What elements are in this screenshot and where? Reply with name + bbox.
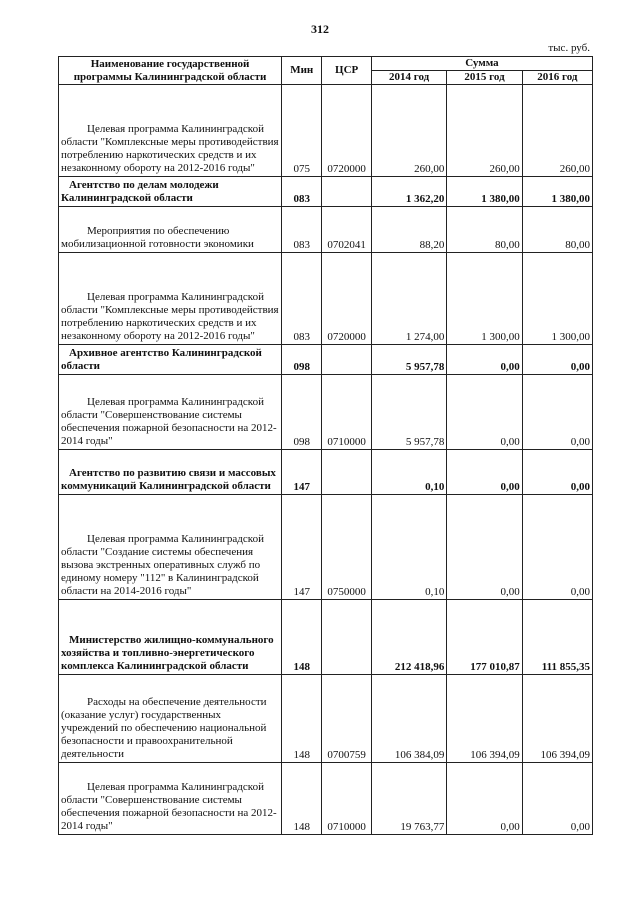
row-2014: 106 384,09 [371, 675, 446, 763]
table-row [59, 763, 593, 835]
row-name: Целевая программа Калининградской области "Совершенствование системы обеспечения пожарной безопасности на 2012-2014 годы" [59, 375, 282, 450]
row-2016: 106 394,09 [522, 675, 592, 763]
units-label: тыс. руб. [548, 42, 590, 54]
row-name: Целевая программа Калининградской области "Комплексные меры противодействия потреблению наркотических средств и их незаконному обороту на 2012-2016 годы" [59, 85, 282, 177]
row-min: 148 [282, 763, 322, 835]
row-min: 147 [282, 450, 322, 495]
row-min: 147 [282, 495, 322, 600]
row-csr [322, 345, 372, 375]
row-csr: 0710000 [322, 763, 372, 835]
row-2015: 0,00 [447, 450, 522, 495]
row-min: 075 [282, 85, 322, 177]
row-csr: 0720000 [322, 253, 372, 345]
row-2015: 1 300,00 [447, 253, 522, 345]
row-name: Целевая программа Калининградской области "Создание системы обеспечения вызова экстренных оперативных служб по единому номеру "112" в Калининградской области на 2014-2016 годы" [59, 495, 282, 600]
budget-table [58, 56, 593, 835]
row-2015: 260,00 [447, 85, 522, 177]
page-number: 312 [311, 22, 329, 36]
row-2014: 1 362,20 [371, 177, 446, 207]
row-name: Мероприятия по обеспечению мобилизационной готовности экономики [59, 207, 282, 253]
row-min: 083 [282, 207, 322, 253]
row-min: 148 [282, 675, 322, 763]
table-row [59, 253, 593, 345]
row-2016: 0,00 [522, 495, 592, 600]
row-name: Расходы на обеспечение деятельности (оказание услуг) государственных учреждений по обеспечению национальной безопасности и правоохранительной деятельности [59, 675, 282, 763]
table-row [59, 375, 593, 450]
row-2014: 19 763,77 [371, 763, 446, 835]
row-2016: 1 380,00 [522, 177, 592, 207]
row-2014: 0,10 [371, 450, 446, 495]
row-2014: 88,20 [371, 207, 446, 253]
table-row [59, 207, 593, 253]
row-min: 098 [282, 345, 322, 375]
row-2015: 1 380,00 [447, 177, 522, 207]
row-2016: 80,00 [522, 207, 592, 253]
row-2015: 0,00 [447, 495, 522, 600]
row-name: Архивное агентство Калининградской области [59, 345, 282, 375]
header-sum: Сумма [371, 57, 592, 71]
header-csr: ЦСР [322, 57, 372, 85]
table-row [59, 345, 593, 375]
row-2014: 0,10 [371, 495, 446, 600]
table-row [59, 177, 593, 207]
row-csr [322, 600, 372, 675]
row-csr: 0720000 [322, 85, 372, 177]
row-csr: 0750000 [322, 495, 372, 600]
row-name: Министерство жилищно-коммунального хозяйства и топливно-энергетического комплекса Калининградской области [59, 600, 282, 675]
row-csr [322, 177, 372, 207]
row-2016: 1 300,00 [522, 253, 592, 345]
row-2016: 0,00 [522, 345, 592, 375]
row-name: Агентство по развитию связи и массовых коммуникаций Калининградской области [59, 450, 282, 495]
row-2016: 0,00 [522, 763, 592, 835]
row-2016: 0,00 [522, 450, 592, 495]
row-csr: 0710000 [322, 375, 372, 450]
table-row [59, 495, 593, 600]
header-min: Мин [282, 57, 322, 85]
row-2016: 0,00 [522, 375, 592, 450]
header-name: Наименование государственной программы Калининградской области [59, 57, 282, 85]
table-row [59, 85, 593, 177]
row-min: 083 [282, 177, 322, 207]
row-2015: 177 010,87 [447, 600, 522, 675]
row-2014: 1 274,00 [371, 253, 446, 345]
header-2015: 2015 год [447, 71, 522, 85]
table-row [59, 600, 593, 675]
row-min: 083 [282, 253, 322, 345]
row-2015: 80,00 [447, 207, 522, 253]
row-name: Целевая программа Калининградской области "Совершенствование системы обеспечения пожарной безопасности на 2012-2014 годы" [59, 763, 282, 835]
row-csr: 0702041 [322, 207, 372, 253]
row-min: 148 [282, 600, 322, 675]
table-row [59, 450, 593, 495]
row-2014: 212 418,96 [371, 600, 446, 675]
row-2015: 0,00 [447, 375, 522, 450]
row-2015: 106 394,09 [447, 675, 522, 763]
row-2015: 0,00 [447, 345, 522, 375]
row-name: Целевая программа Калининградской области "Комплексные меры противодействия потреблению наркотических средств и их незаконному обороту на 2012-2016 годы" [59, 253, 282, 345]
row-2014: 5 957,78 [371, 345, 446, 375]
row-name: Агентство по делам молодежи Калининградской области [59, 177, 282, 207]
header-2014: 2014 год [371, 71, 446, 85]
row-min: 098 [282, 375, 322, 450]
row-2014: 5 957,78 [371, 375, 446, 450]
table-row [59, 675, 593, 763]
header-2016: 2016 год [522, 71, 592, 85]
row-csr: 0700759 [322, 675, 372, 763]
row-2016: 260,00 [522, 85, 592, 177]
row-csr [322, 450, 372, 495]
row-2014: 260,00 [371, 85, 446, 177]
row-2016: 111 855,35 [522, 600, 592, 675]
row-2015: 0,00 [447, 763, 522, 835]
